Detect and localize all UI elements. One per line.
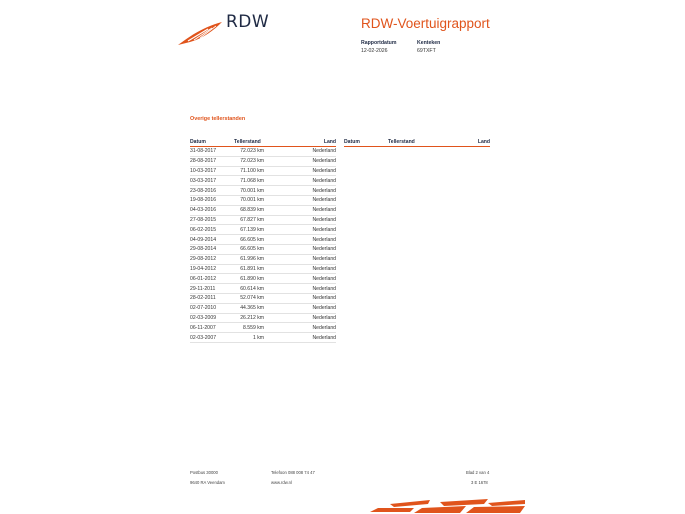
cell-date: 29-11-2011	[190, 284, 234, 294]
column-header-odometer: Tellerstand	[234, 137, 264, 147]
cell-country: Nederland	[264, 333, 336, 343]
table-row	[190, 195, 336, 205]
footer-address-line2: 9640 RA Veendam	[190, 480, 225, 485]
cell-odometer: 26.212 km	[234, 313, 264, 323]
cell-odometer: 72.023 km	[234, 156, 264, 166]
table-row	[190, 176, 336, 186]
cell-odometer: 67.827 km	[234, 215, 264, 225]
cell-odometer: 61.891 km	[234, 264, 264, 274]
footer-code: 3 E 1678	[471, 480, 488, 485]
cell-country: Nederland	[264, 215, 336, 225]
cell-country: Nederland	[264, 303, 336, 313]
odometer-table-body	[190, 147, 336, 343]
cell-country: Nederland	[264, 254, 336, 264]
table-row	[190, 156, 336, 166]
cell-date: 02-07-2010	[190, 303, 234, 313]
cell-date: 19-04-2012	[190, 264, 234, 274]
table-row	[190, 147, 336, 157]
cell-date: 02-03-2007	[190, 333, 234, 343]
cell-country: Nederland	[264, 313, 336, 323]
cell-country: Nederland	[264, 176, 336, 186]
cell-date: 28-02-2011	[190, 293, 234, 303]
footer-page-number: Blad 2 van 4	[466, 470, 490, 475]
cell-country: Nederland	[264, 166, 336, 176]
odometer-table-continued	[344, 137, 490, 147]
cell-country: Nederland	[264, 195, 336, 205]
report-date-value: 12-02-2026	[361, 48, 388, 54]
cell-date: 31-08-2017	[190, 147, 234, 157]
cell-odometer: 61.996 km	[234, 254, 264, 264]
column-header-date: Datum	[190, 137, 234, 147]
plate-label: Kenteken	[417, 40, 441, 46]
brand-name: RDW	[226, 12, 270, 32]
footer-phone: Telefoon 088 008 74 47	[271, 470, 315, 475]
cell-odometer: 1 km	[234, 333, 264, 343]
cell-odometer: 61.890 km	[234, 274, 264, 284]
cell-country: Nederland	[264, 205, 336, 215]
cell-date: 29-08-2014	[190, 244, 234, 254]
cell-date: 27-08-2015	[190, 215, 234, 225]
cell-country: Nederland	[264, 156, 336, 166]
cell-date: 19-08-2016	[190, 195, 234, 205]
column-header-odometer: Tellerstand	[388, 137, 418, 147]
table-row	[190, 215, 336, 225]
odometer-table	[190, 137, 336, 343]
table-header-row	[190, 137, 336, 147]
cell-odometer: 71.068 km	[234, 176, 264, 186]
cell-date: 29-08-2012	[190, 254, 234, 264]
section-title: Overige tellerstanden	[190, 116, 246, 122]
cell-date: 06-11-2007	[190, 323, 234, 333]
cell-date: 06-01-2012	[190, 274, 234, 284]
table-row	[190, 254, 336, 264]
cell-country: Nederland	[264, 235, 336, 245]
table-row	[190, 166, 336, 176]
decorative-stripes-icon	[370, 498, 525, 514]
table-row	[190, 323, 336, 333]
plate-value: 69TXFT	[417, 48, 436, 54]
cell-date: 23-08-2016	[190, 186, 234, 196]
cell-country: Nederland	[264, 264, 336, 274]
cell-odometer: 44.365 km	[234, 303, 264, 313]
cell-odometer: 70.001 km	[234, 186, 264, 196]
cell-country: Nederland	[264, 293, 336, 303]
table-row	[190, 274, 336, 284]
cell-date: 28-08-2017	[190, 156, 234, 166]
column-header-country: Land	[418, 137, 490, 147]
cell-country: Nederland	[264, 284, 336, 294]
cell-odometer: 67.139 km	[234, 225, 264, 235]
table-row	[190, 186, 336, 196]
table-header-row	[344, 137, 490, 147]
cell-country: Nederland	[264, 323, 336, 333]
cell-odometer: 8.559 km	[234, 323, 264, 333]
cell-date: 04-09-2014	[190, 235, 234, 245]
table-row	[190, 313, 336, 323]
cell-date: 10-03-2017	[190, 166, 234, 176]
cell-country: Nederland	[264, 274, 336, 284]
report-date-label: Rapportdatum	[361, 40, 397, 46]
table-row	[190, 205, 336, 215]
cell-country: Nederland	[264, 225, 336, 235]
report-title: RDW-Voertuigrapport	[361, 16, 490, 31]
cell-country: Nederland	[264, 147, 336, 157]
cell-date: 04-03-2016	[190, 205, 234, 215]
cell-date: 06-02-2015	[190, 225, 234, 235]
cell-country: Nederland	[264, 244, 336, 254]
cell-odometer: 71.100 km	[234, 166, 264, 176]
column-header-country: Land	[264, 137, 336, 147]
table-row	[190, 303, 336, 313]
cell-odometer: 66.605 km	[234, 235, 264, 245]
cell-date: 02-03-2009	[190, 313, 234, 323]
footer-address-line1: Postbus 30000	[190, 470, 218, 475]
table-row	[190, 284, 336, 294]
table-row	[190, 333, 336, 343]
cell-odometer: 60.614 km	[234, 284, 264, 294]
footer-website[interactable]: www.rdw.nl	[271, 480, 292, 485]
cell-odometer: 66.605 km	[234, 244, 264, 254]
table-row	[190, 235, 336, 245]
table-row	[190, 244, 336, 254]
cell-odometer: 52.074 km	[234, 293, 264, 303]
cell-country: Nederland	[264, 186, 336, 196]
table-row	[190, 225, 336, 235]
cell-odometer: 68.839 km	[234, 205, 264, 215]
cell-odometer: 70.001 km	[234, 195, 264, 205]
cell-date: 03-03-2017	[190, 176, 234, 186]
table-row	[190, 264, 336, 274]
feather-logo-icon	[178, 20, 222, 46]
cell-odometer: 72.023 km	[234, 147, 264, 157]
column-header-date: Datum	[344, 137, 388, 147]
table-row	[190, 293, 336, 303]
